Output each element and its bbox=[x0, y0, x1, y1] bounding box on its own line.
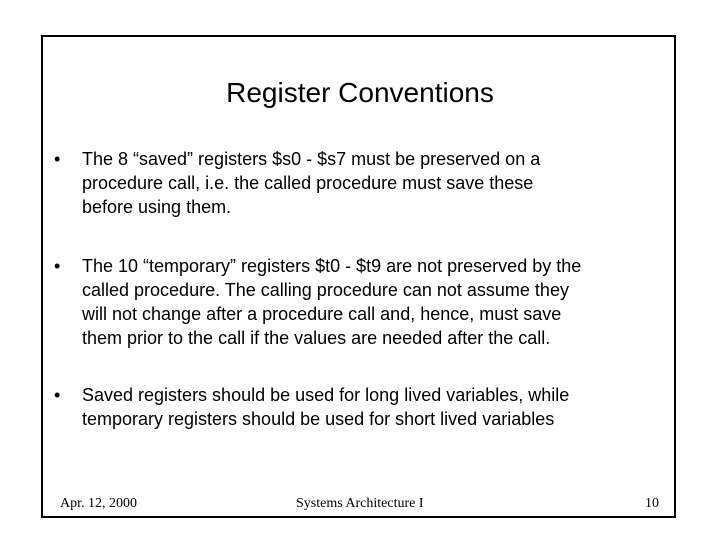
bullet-item bbox=[54, 254, 684, 350]
bullet-text: The 10 “temporary” registers $t0 - $t9 are not preserved by the called procedure. The calling procedure can not assume they will not change after a procedure call and, hence, must save them prior to the call if the values are needed after the call. bbox=[82, 256, 582, 348]
bullet-text: Saved registers should be used for long lived variables, while temporary registers should be used for short lived variables bbox=[82, 385, 570, 429]
footer-page-number: 10 bbox=[645, 496, 659, 511]
bullet-glyph: • bbox=[54, 256, 61, 276]
footer-date: Apr. 12, 2000 bbox=[60, 496, 137, 511]
footer-course-title: Systems Architecture I bbox=[296, 496, 424, 511]
bullet-text: The 8 “saved” registers $s0 - $s7 must be preserved on a procedure call, i.e. the called procedure must save these before using them. bbox=[82, 149, 541, 217]
slide-title: Register Conventions bbox=[226, 77, 494, 108]
bullet-item bbox=[54, 383, 684, 431]
bullet-glyph: • bbox=[54, 385, 61, 405]
bullet-glyph: • bbox=[54, 149, 61, 169]
bullet-item bbox=[54, 147, 684, 219]
